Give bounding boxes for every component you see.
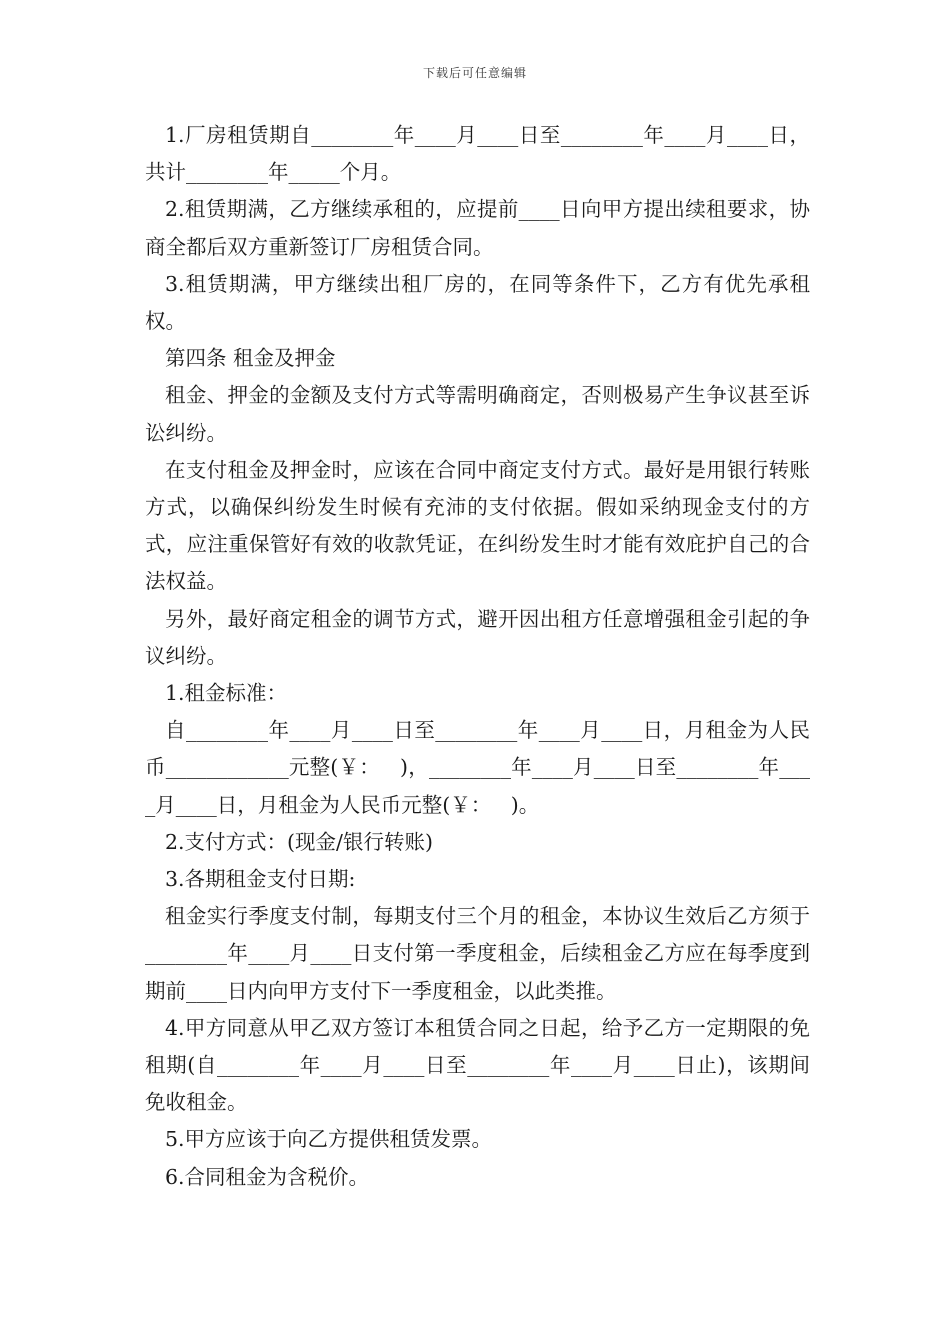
paragraph-rent-deposit-intro: 租金、押金的金额及支付方式等需明确商定，否则极易产生争议甚至诉讼纠纷。: [145, 383, 810, 445]
document-body: [145, 117, 810, 1196]
paragraph-rent-adjustment: 另外，最好商定租金的调节方式，避开因出租方任意增强租金引起的争议纠纷。: [145, 606, 810, 668]
paragraph-payment-method: 2.支付方式：(现金/银行转账): [165, 829, 433, 854]
paragraph-rent-free-period: 4.甲方同意从甲乙双方签订本租赁合同之日起，给予乙方一定期限的免租期(自________年____月____日至________年____月____日止)，该期间免收租金。: [145, 1015, 810, 1115]
paragraph-payment-method-advice: 在支付租金及押金时，应该在合同中商定支付方式。最好是用银行转账方式，以确保纠纷发生时候有充沛的支付依据。假如采纳现金支付的方式，应注重保管好有效的收款凭证，在纠纷发生时才能有效庇护自己的合法权益。: [145, 457, 810, 594]
paragraph-rent-standard: 自________年____月____日至________年____月____日，月租金为人民币____________元整(￥： )，________年____月____日至________年____月____日，月租金为人民币元整(￥： )。: [145, 718, 810, 817]
paragraph-tax-inclusive: 6.合同租金为含税价。: [165, 1164, 370, 1189]
paragraph-renewal: 2.租赁期满，乙方继续承租的，应提前____日向甲方提出续租要求，协商全都后双方重新签订厂房租赁合同。: [145, 197, 810, 259]
page-header: 下载后可任意编辑: [422, 66, 527, 80]
paragraph-payment-dates-title: 3.各期租金支付日期:: [165, 867, 356, 892]
paragraph-priority: 3.租赁期满，甲方继续出租厂房的，在同等条件下，乙方有优先承租权。: [145, 271, 810, 334]
paragraph-rent-standard-title: 1.租金标准：: [165, 681, 288, 706]
paragraph-invoice: 5.甲方应该于向乙方提供租赁发票。: [165, 1127, 493, 1152]
section-heading-article-4: 第四条 租金及押金: [165, 346, 336, 371]
paragraph-lease-term: 1.厂房租赁期自________年____月____日至________年____月____日，共计________年_____个月。: [145, 123, 810, 185]
paragraph-quarterly-payment: 租金实行季度支付制，每期支付三个月的租金，本协议生效后乙方须于________年____月____日支付第一季度租金，后续租金乙方应在每季度到期前____日内向甲方支付下一季度租金，以此类推。: [145, 904, 810, 1003]
